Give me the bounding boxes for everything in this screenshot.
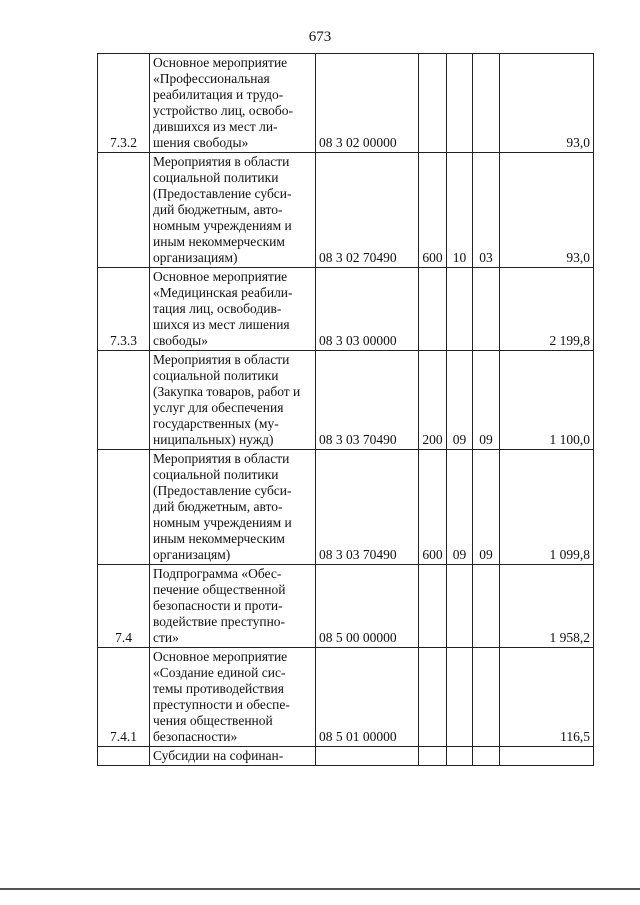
target-code: 08 5 01 00000 [316, 648, 419, 747]
amount: 2 199,8 [500, 268, 594, 351]
expense-type: 600 [419, 153, 447, 268]
row-number [98, 747, 150, 766]
subsection [473, 648, 500, 747]
section: 09 [447, 450, 473, 565]
expense-type [419, 747, 447, 766]
amount: 1 958,2 [500, 565, 594, 648]
row-number [98, 153, 150, 268]
expense-type [419, 648, 447, 747]
row-number: 7.4 [98, 565, 150, 648]
target-code: 08 5 00 00000 [316, 565, 419, 648]
amount: 93,0 [500, 153, 594, 268]
table-row [98, 648, 594, 747]
row-number: 7.4.1 [98, 648, 150, 747]
subsection [473, 54, 500, 153]
row-number: 7.3.3 [98, 268, 150, 351]
target-code: 08 3 03 70490 [316, 450, 419, 565]
page-number: 673 [308, 29, 332, 45]
amount [500, 747, 594, 766]
event-name: Субсидии на софинан- [150, 747, 316, 766]
amount: 116,5 [500, 648, 594, 747]
table-row [98, 565, 594, 648]
subsection: 09 [473, 450, 500, 565]
target-code: 08 3 02 70490 [316, 153, 419, 268]
table-row [98, 153, 594, 268]
section [447, 565, 473, 648]
subsection [473, 747, 500, 766]
event-name: Мероприятия в области социальной политики (Закупка товаров, работ и услуг для обеспечения государственных (му- ниципальных) нужд) [150, 351, 316, 450]
event-name: Мероприятия в области социальной политики (Предоставление субси- дий бюджетным, авто- номным учреждениям и иным некоммерческим организациям) [150, 153, 316, 268]
section: 09 [447, 351, 473, 450]
amount: 93,0 [500, 54, 594, 153]
expense-type [419, 268, 447, 351]
row-number [98, 351, 150, 450]
expense-type [419, 54, 447, 153]
table-row [98, 747, 594, 766]
scan-bottom-rule [0, 888, 640, 890]
event-name: Основное мероприятие «Медицинская реабили- тация лиц, освободив- шихся из мест лишения свободы» [150, 268, 316, 351]
event-name: Основное мероприятие «Профессиональная реабилитация и трудо- устройство лиц, освобо- дившихся из мест ли- шения свободы» [150, 54, 316, 153]
subsection: 09 [473, 351, 500, 450]
amount: 1 100,0 [500, 351, 594, 450]
event-name: Мероприятия в области социальной политики (Предоставление субси- дий бюджетным, авто- номным учреждениям и иным некоммерческим организацям) [150, 450, 316, 565]
event-name: Основное мероприятие «Создание единой сис- темы противодействия преступности и обеспе- чения общественной безопасности» [150, 648, 316, 747]
target-code: 08 3 03 00000 [316, 268, 419, 351]
target-code [316, 747, 419, 766]
event-name: Подпрограмма «Обес- печение общественной безопасности и проти- водействие преступно- сти» [150, 565, 316, 648]
table-row [98, 54, 594, 153]
section [447, 648, 473, 747]
expense-type: 600 [419, 450, 447, 565]
section [447, 747, 473, 766]
target-code: 08 3 03 70490 [316, 351, 419, 450]
row-number [98, 450, 150, 565]
row-number: 7.3.2 [98, 54, 150, 153]
expense-type [419, 565, 447, 648]
budget-table [97, 53, 594, 766]
target-code: 08 3 02 00000 [316, 54, 419, 153]
table-row [98, 268, 594, 351]
subsection [473, 268, 500, 351]
section: 10 [447, 153, 473, 268]
section [447, 268, 473, 351]
subsection: 03 [473, 153, 500, 268]
table-row [98, 351, 594, 450]
section [447, 54, 473, 153]
amount: 1 099,8 [500, 450, 594, 565]
expense-type: 200 [419, 351, 447, 450]
subsection [473, 565, 500, 648]
table-row [98, 450, 594, 565]
